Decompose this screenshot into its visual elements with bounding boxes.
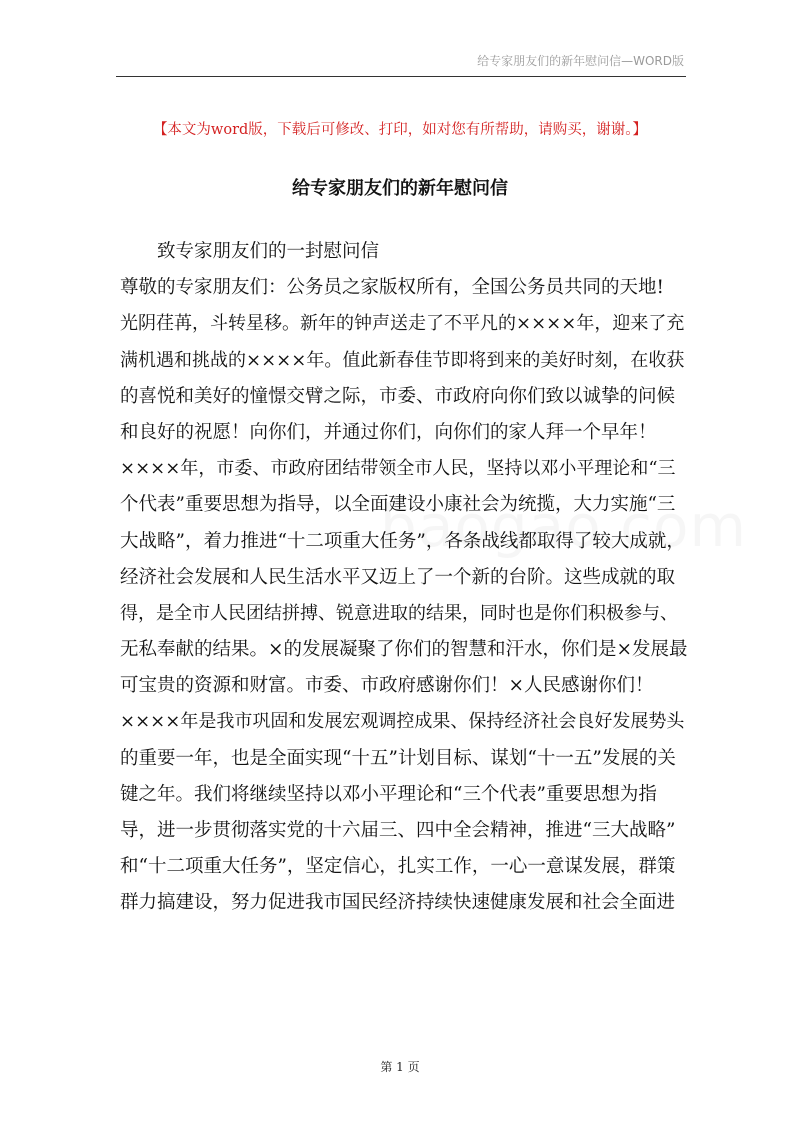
running-header: 给专家朋友们的新年慰问信—WORD版 bbox=[477, 54, 684, 68]
body-line: 得，是全市人民团结拼搏、锐意进取的结果，同时也是你们积极参与、 bbox=[120, 602, 678, 624]
body-line: 键之年。我们将继续坚持以邓小平理论和“三个代表”重要思想为指 bbox=[120, 783, 657, 805]
body-line: ××××年是我市巩固和发展宏观调控成果、保持经济社会良好发展势头 bbox=[120, 711, 685, 733]
body-line: 尊敬的专家朋友们：公务员之家版权所有，全国公务员共同的天地! bbox=[120, 277, 664, 299]
document-body bbox=[120, 234, 690, 922]
body-line: 大战略”，着力推进“十二项重大任务”，各条战线都取得了较大成就， bbox=[120, 530, 685, 552]
body-line: 满机遇和挑战的××××年。值此新春佳节即将到来的美好时刻，在收获 bbox=[120, 349, 685, 371]
body-line: 的喜悦和美好的憧憬交臂之际，市委、市政府向你们致以诚挚的问候 bbox=[120, 385, 676, 407]
header-divider bbox=[116, 76, 686, 77]
body-line: 导，进一步贯彻落实党的十六届三、四中全会精神，推进“三大战略” bbox=[120, 820, 676, 841]
body-line: 光阴荏苒，斗转星移。新年的钟声送走了不平凡的××××年，迎来了充 bbox=[120, 313, 685, 335]
page-number: 第 1 页 bbox=[380, 1060, 420, 1074]
purchase-notice: 【本文为word版，下载后可修改、打印，如对您有所帮助，请购买，谢谢。】 bbox=[152, 122, 648, 138]
document-title: 给专家朋友们的新年慰问信 bbox=[292, 178, 508, 199]
salutation-heading: 致专家朋友们的一封慰问信 bbox=[157, 241, 380, 262]
body-line: 和良好的祝愿！向你们，并通过你们，向你们的家人拜一个早年！ bbox=[120, 421, 657, 443]
body-line: 可宝贵的资源和财富。市委、市政府感谢你们！×人民感谢你们！ bbox=[120, 675, 654, 697]
body-line: ××××年，市委、市政府团结带领全市人民，坚持以邓小平理论和“三 bbox=[120, 458, 676, 480]
body-line: 群力搞建设，努力促进我市国民经济持续快速健康发展和社会全面进 bbox=[120, 892, 676, 914]
body-line: 和“十二项重大任务”，坚定信心，扎实工作，一心一意谋发展，群策 bbox=[120, 856, 676, 878]
body-line: 的重要一年，也是全面实现“十五”计划目标、谋划“十一五”发展的关 bbox=[120, 747, 676, 769]
body-line: 无私奉献的结果。×的发展凝聚了你们的智慧和汗水，你们是×发展最 bbox=[120, 639, 688, 661]
body-line: 经济社会发展和人民生活水平又迈上了一个新的台阶。这些成就的取 bbox=[120, 566, 676, 588]
body-line: 个代表”重要思想为指导，以全面建设小康社会为统揽，大力实施“三 bbox=[120, 494, 676, 516]
